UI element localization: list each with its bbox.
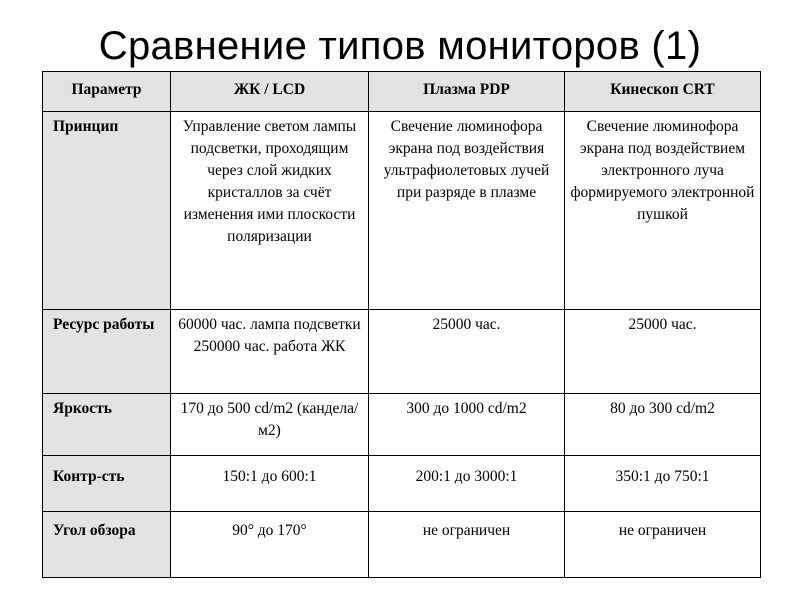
table-row xyxy=(43,310,761,394)
row-label-contrast: Контр-сть xyxy=(43,456,171,512)
cell-lcd: Управление светом лампы подсветки, проходящим через слой жидких кристаллов за счёт изменения ими плоскости поляризации xyxy=(171,112,369,310)
header-parameter: Параметр xyxy=(43,72,171,112)
page-title: Сравнение типов мониторов (1) xyxy=(98,24,702,68)
cell-pdp: не ограничен xyxy=(369,512,565,578)
header-crt: Кинескоп CRT xyxy=(565,72,761,112)
cell-crt: 25000 час. xyxy=(565,310,761,394)
cell-pdp: 200:1 до 3000:1 xyxy=(369,456,565,512)
cell-crt: не ограничен xyxy=(565,512,761,578)
table-row xyxy=(43,512,761,578)
cell-lcd: 170 до 500 cd/m2 (кандела/м2) xyxy=(171,394,369,456)
cell-pdp: 25000 час. xyxy=(369,310,565,394)
comparison-table xyxy=(42,71,761,578)
cell-lcd: 150:1 до 600:1 xyxy=(171,456,369,512)
cell-crt: 350:1 до 750:1 xyxy=(565,456,761,512)
row-label-viewing-angle: Угол обзора xyxy=(43,512,171,578)
row-label-brightness: Яркость xyxy=(43,394,171,456)
table-row xyxy=(43,394,761,456)
cell-pdp: Свечение люминофора экрана под воздействия ультрафиолетовых лучей при разряде в плазме xyxy=(369,112,565,310)
cell-lcd: 90° до 170° xyxy=(171,512,369,578)
header-lcd: ЖК / LCD xyxy=(171,72,369,112)
table-row xyxy=(43,456,761,512)
cell-lcd: 60000 час. лампа подсветки 250000 час. работа ЖК xyxy=(171,310,369,394)
row-label-resource: Ресурс работы xyxy=(43,310,171,394)
header-pdp: Плазма PDP xyxy=(369,72,565,112)
table-row xyxy=(43,112,761,310)
cell-crt: 80 до 300 cd/m2 xyxy=(565,394,761,456)
cell-crt: Свечение люминофора экрана под воздействием электронного луча формируемого электронной пушкой xyxy=(565,112,761,310)
row-label-principle: Принцип xyxy=(43,112,171,310)
cell-pdp: 300 до 1000 cd/m2 xyxy=(369,394,565,456)
table-header-row xyxy=(43,72,761,112)
